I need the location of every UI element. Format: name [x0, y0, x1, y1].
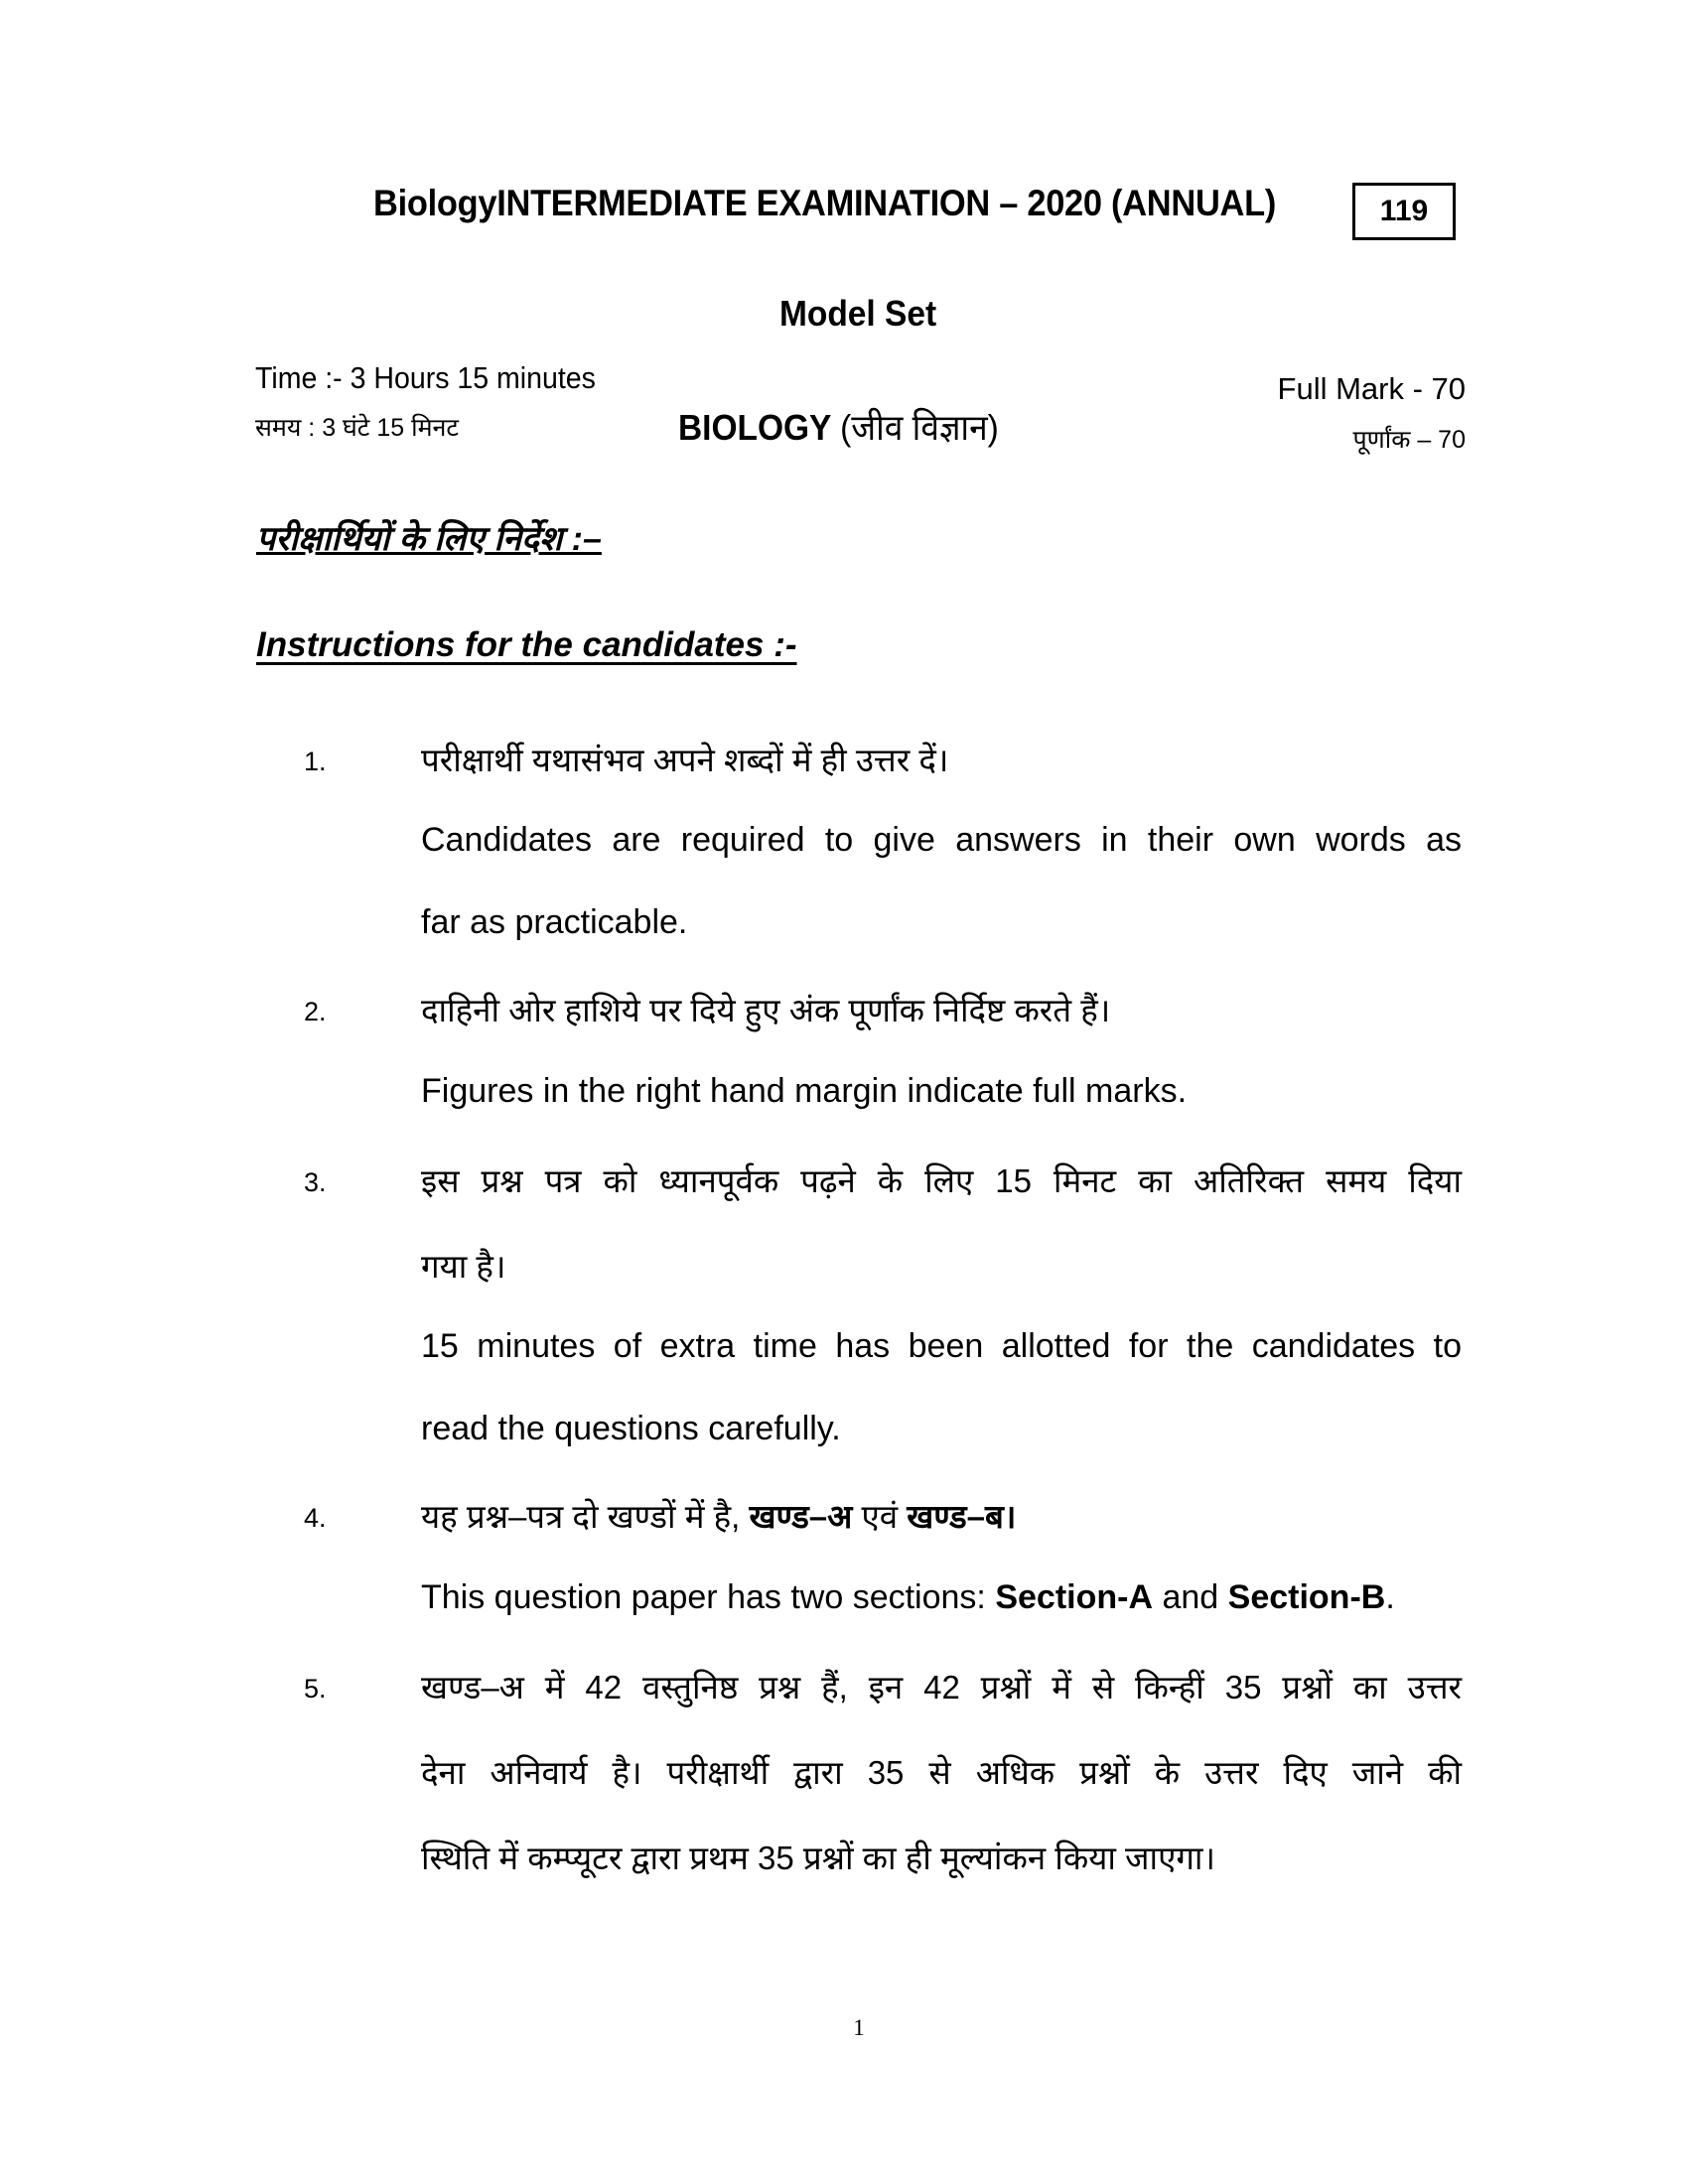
exam-title: BiologyINTERMEDIATE EXAMINATION – 2020 (ANNUAL) [373, 183, 1277, 223]
instruction-hindi-line: दाहिनी ओर हाशिये पर दिये हुए अंक पूर्णांक निर्दिष्ट करते हैं। [421, 992, 1111, 1028]
english-text: and [1153, 1578, 1228, 1616]
instruction-hindi-line [421, 1493, 1462, 1538]
section-b-hindi: खण्ड–ब। [907, 1498, 1017, 1535]
instruction-english-line: 15 minutes of extra time has been allotted for the candidates to [421, 1327, 1462, 1365]
subject-hindi: (जीव विज्ञान) [840, 407, 999, 448]
instruction-hindi-line: स्थिति में कम्प्यूटर द्वारा प्रथम 35 प्रश्नों का ही मूल्यांकन किया जाएगा। [421, 1840, 1215, 1876]
instruction-hindi-line: खण्ड–अ में 42 वस्तुनिष्ठ प्रश्न हैं, इन 42 प्रश्नों में से किन्हीं 35 प्रश्नों का उत्तर [421, 1669, 1462, 1706]
instructions-heading-hindi: परीक्षार्थियों के लिए निर्देश :– [256, 520, 602, 558]
paper-code: 119 [1379, 195, 1429, 227]
section-a-english: Section-A [995, 1578, 1154, 1616]
instruction-number: 2. [304, 997, 327, 1026]
full-mark-hindi: पूर्णांक – 70 [1352, 426, 1466, 454]
instruction-number: 4. [304, 1503, 327, 1533]
time-english: Time :- 3 Hours 15 minutes [255, 360, 596, 395]
subject-english: BIOLOGY [678, 407, 831, 448]
instruction-number: 1. [304, 747, 327, 776]
paper-code-box [1352, 183, 1456, 240]
full-mark-english: Full Mark - 70 [1277, 371, 1466, 406]
instruction-number: 5. [304, 1674, 327, 1704]
instruction-hindi-line: परीक्षार्थी यथासंभव अपने शब्दों में ही उत्तर दें। [421, 742, 949, 778]
section-b-english: Section-B [1227, 1578, 1386, 1616]
page-number: 1 [853, 2015, 865, 2040]
subject-title [678, 402, 999, 451]
english-text: . [1385, 1578, 1395, 1616]
instructions-heading-english: Instructions for the candidates :- [256, 625, 797, 664]
instruction-number: 3. [304, 1167, 327, 1197]
english-text: This question paper has two sections: [421, 1578, 996, 1616]
instruction-english-line [421, 1578, 1462, 1617]
model-set-label: Model Set [779, 293, 937, 334]
instruction-hindi-line: गया है। [421, 1248, 506, 1285]
instruction-hindi-line: देना अनिवार्य है। परीक्षार्थी द्वारा 35 से अधिक प्रश्नों के उत्तर दिए जाने की [421, 1754, 1462, 1791]
section-a-hindi: खण्ड–अ [749, 1498, 853, 1535]
instruction-english-line: Figures in the right hand margin indicate full marks. [421, 1072, 1188, 1110]
instruction-english-line: read the questions carefully. [421, 1410, 841, 1447]
hindi-text: एवं [852, 1498, 908, 1535]
hindi-text: यह प्रश्न–पत्र दो खण्डों में है, [421, 1498, 750, 1535]
time-hindi: समय : 3 घंटे 15 मिनट [255, 414, 460, 442]
instruction-english-line: Candidates are required to give answers in their own words as [421, 821, 1462, 859]
instruction-hindi-line: इस प्रश्न पत्र को ध्यानपूर्वक पढ़ने के लिए 15 मिनट का अतिरिक्त समय दिया [421, 1162, 1462, 1199]
instruction-english-line: far as practicable. [421, 903, 688, 941]
